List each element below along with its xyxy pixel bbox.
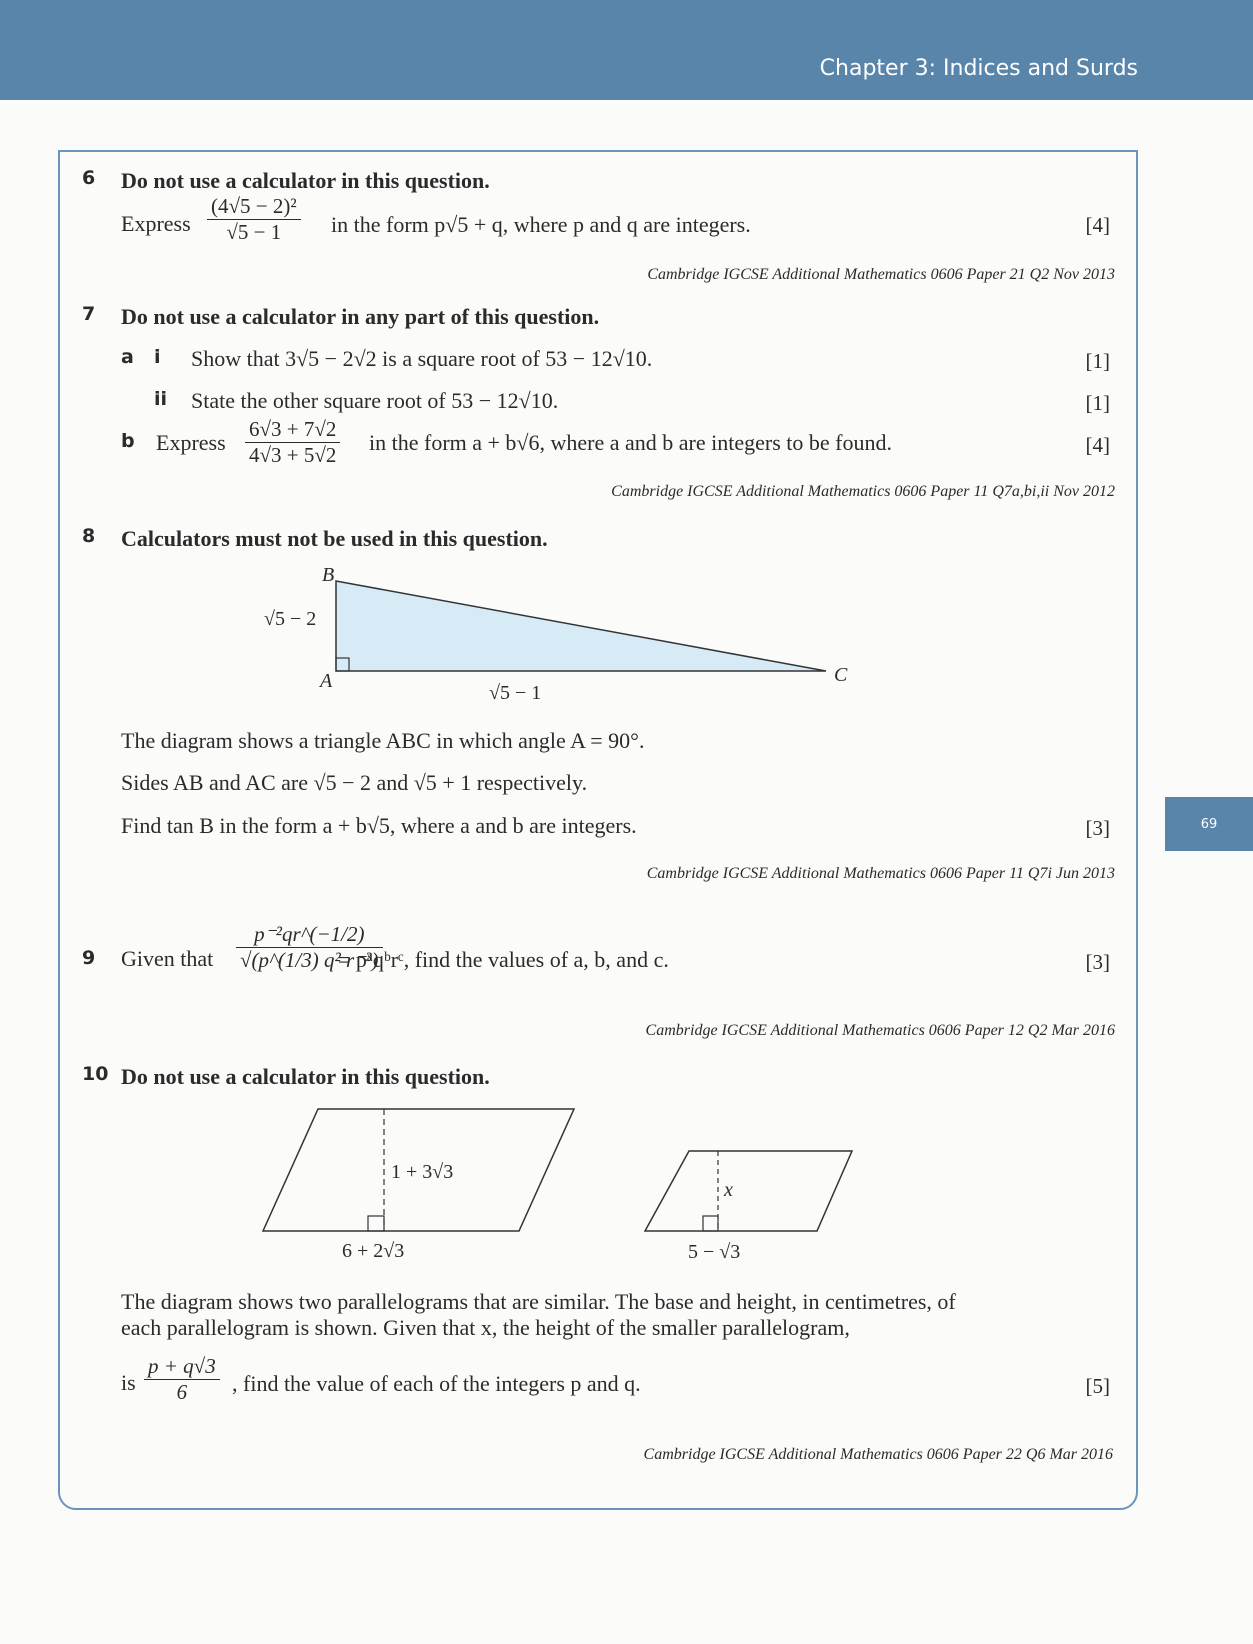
q7-aii-text: State the other square root of 53 − 12√10. <box>191 388 559 413</box>
q6-number: 6 <box>82 167 96 189</box>
q9-numerator: p⁻²qr^(−1/2) <box>236 922 383 948</box>
q10-denominator: 6 <box>176 1380 188 1404</box>
q6-source: Cambridge IGCSE Additional Mathematics 0606 Paper 21 Q2 Nov 2013 <box>647 266 1115 283</box>
q6-fraction-numerator: (4√5 − 2)² <box>207 194 301 220</box>
q8-line2: Sides AB and AC are √5 − 2 and √5 + 1 respectively. <box>121 770 588 795</box>
q7-b-label: b <box>121 430 135 452</box>
q10-source: Cambridge IGCSE Additional Mathematics 0606 Paper 22 Q6 Mar 2016 <box>643 1446 1113 1463</box>
q7-aii-mark: [1] <box>1085 391 1110 415</box>
small-height-label: x <box>724 1179 733 1201</box>
page-number: 69 <box>1200 816 1218 832</box>
small-parallelogram <box>645 1151 852 1231</box>
q7-b-numerator: 6√3 + 7√2 <box>245 417 340 443</box>
q7-ai-label: i <box>154 346 161 368</box>
side-ab-label: √5 − 2 <box>264 608 317 630</box>
q8-mark: [3] <box>1085 816 1110 840</box>
label-a: A <box>320 670 333 692</box>
q9-mark: [3] <box>1085 950 1110 974</box>
q10-line2: each parallelogram is shown. Given that x, the height of the smaller parallelogram, <box>121 1315 850 1340</box>
q7-b-denominator: 4√3 + 5√2 <box>249 443 337 467</box>
side-ac-label: √5 − 1 <box>489 682 542 704</box>
q6-text: in the form p√5 + q, where p and q are integers. <box>331 212 751 237</box>
q7-number: 7 <box>82 303 96 325</box>
q6-mark: [4] <box>1085 213 1110 237</box>
label-b: B <box>322 564 335 586</box>
q7-ai-mark: [1] <box>1085 349 1110 373</box>
q10-fraction <box>144 1354 220 1405</box>
q10-line1: The diagram shows two parallelograms that are similar. The base and height, in centimetres, of <box>121 1289 956 1314</box>
q10-is: is <box>121 1370 136 1395</box>
q7-heading: Do not use a calculator in any part of this question. <box>121 304 600 329</box>
q10-numerator: p + q√3 <box>144 1354 220 1380</box>
q9-given: Given that <box>121 946 214 971</box>
q7-aii-label: ii <box>154 388 168 410</box>
q8-source: Cambridge IGCSE Additional Mathematics 0606 Paper 11 Q7i Jun 2013 <box>646 865 1115 882</box>
q8-heading: Calculators must not be used in this question. <box>121 526 548 551</box>
q9-number: 9 <box>82 947 96 969</box>
q6-express: Express <box>121 211 191 236</box>
small-base-label: 5 − √3 <box>688 1241 741 1263</box>
q7-b-express: Express <box>156 430 226 455</box>
chapter-title: Chapter 3: Indices and Surds <box>819 56 1138 81</box>
q10-line3: , find the value of each of the integers p and q. <box>232 1371 641 1396</box>
q10-number: 10 <box>82 1063 109 1085</box>
big-right-angle <box>368 1216 384 1231</box>
q7-source: Cambridge IGCSE Additional Mathematics 0606 Paper 11 Q7a,bi,ii Nov 2012 <box>611 483 1115 500</box>
q8-line1: The diagram shows a triangle ABC in which angle A = 90°. <box>121 728 645 753</box>
q8-number: 8 <box>82 525 96 547</box>
big-base-label: 6 + 2√3 <box>342 1240 405 1262</box>
q6-heading: Do not use a calculator in this question. <box>121 168 490 193</box>
q7-ai-text: Show that 3√5 − 2√2 is a square root of 53 − 12√10. <box>191 346 653 371</box>
small-right-angle <box>703 1216 718 1231</box>
q9-source: Cambridge IGCSE Additional Mathematics 0606 Paper 12 Q2 Mar 2016 <box>645 1022 1115 1039</box>
label-c: C <box>834 664 848 686</box>
q7-a-label: a <box>121 346 134 368</box>
q10-heading: Do not use a calculator in this question. <box>121 1064 490 1089</box>
q6-fraction-denominator: √5 − 1 <box>226 220 282 244</box>
q8-line3: Find tan B in the form a + b√5, where a and b are integers. <box>121 813 637 838</box>
q10-mark: [5] <box>1085 1374 1110 1398</box>
q9-rhs: = pᵃqᵇrᶜ, find the values of a, b, and c. <box>338 947 669 972</box>
q7-b-text: in the form a + b√6, where a and b are integers to be found. <box>369 430 892 455</box>
q9-denominator: √(p^(1/3) q² r⁻³) <box>240 948 379 972</box>
big-height-label: 1 + 3√3 <box>391 1161 454 1183</box>
q7-b-mark: [4] <box>1085 433 1110 457</box>
